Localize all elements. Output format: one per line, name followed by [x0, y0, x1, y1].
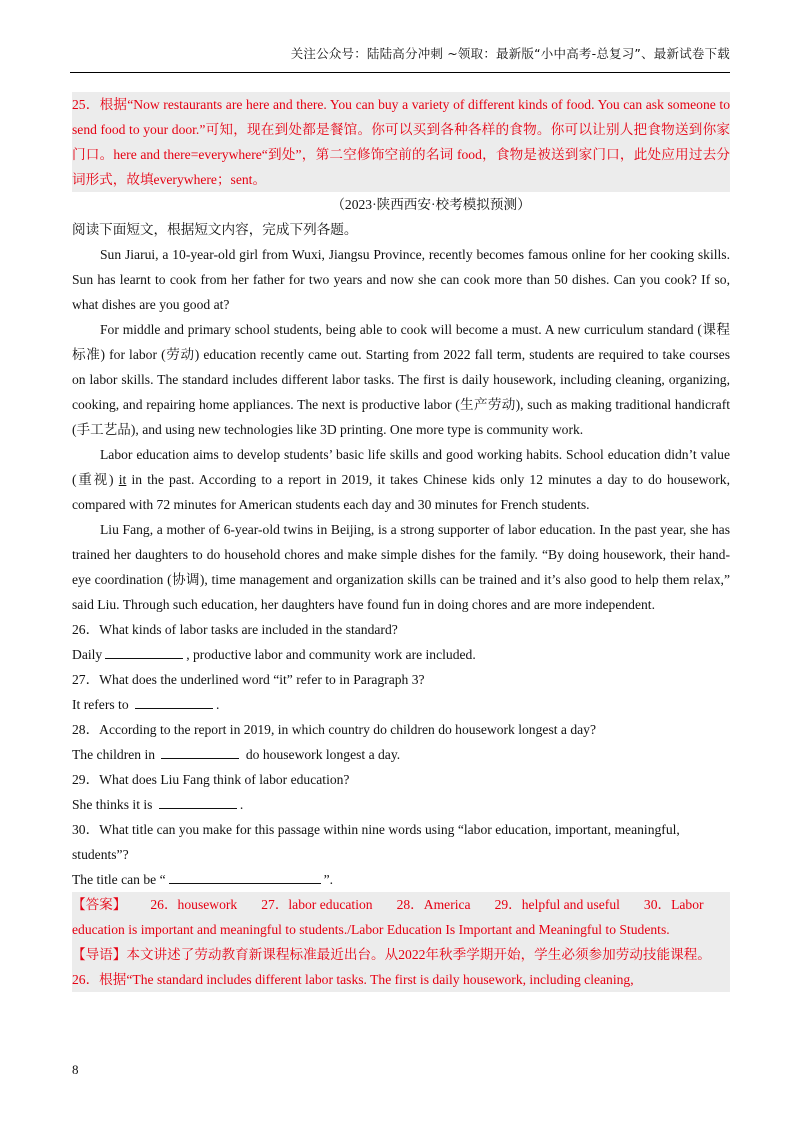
answer-prefix: It refers to: [72, 697, 129, 712]
answer-suffix: .: [216, 697, 220, 712]
answer-line-30: [72, 867, 730, 892]
underlined-word-it: it: [118, 472, 127, 487]
answer-label-26: [72, 892, 237, 917]
answer-line-29: [72, 792, 730, 817]
answer-blank-26[interactable]: [105, 644, 183, 659]
answer-line-28: [72, 742, 730, 767]
answer-suffix: ”.: [323, 872, 334, 887]
guide-label: 【导语】: [72, 947, 127, 962]
answer-30-start: 30．Labor: [643, 897, 704, 912]
passage-paragraph-1: Sun Jiarui, a 10-year-old girl from Wuxi, Jiangsu Province, recently becomes famous online for her cooking skills. Sun has learnt to cook from her father for two years and now she can cook more than 50 dishes. Can you cook? If so, what dishes are you good at?: [72, 247, 730, 312]
answer-blank-28[interactable]: [161, 744, 239, 759]
answer-blank-29[interactable]: [159, 794, 237, 809]
answer-suffix: do housework longest a day.: [245, 747, 401, 762]
explanation-26: 26．根据“The standard includes different labor tasks. The first is daily housework, including cleaning,: [72, 972, 634, 987]
page-header: 关注公众号：陆陆高分冲刺 ~领取：最新版“小中高考-总复习”、最新试卷下载: [290, 46, 730, 61]
passage-paragraph-4: Liu Fang, a mother of 6-year-old twins in Beijing, is a strong supporter of labor education. In the past year, she has trained her daughters to do household chores and make simple dishes for the family. “By doing housework, their hand-eye coordination (协调), time management and organization skills can be trained and it’s also good to help them relax,” said Liu. Through such education, her daughters have found fun in doing chores and are more independent.: [72, 522, 730, 612]
guide-line: [72, 942, 730, 967]
answer-blank-27[interactable]: [135, 694, 213, 709]
previous-explanation: [72, 92, 730, 192]
instruction: 阅读下面短文，根据短文内容，完成下列各题。: [72, 222, 358, 237]
answer-prefix: Daily: [72, 647, 103, 662]
passage-paragraph-3: [72, 442, 730, 517]
answer-29: 29．helpful and useful: [494, 897, 620, 912]
paragraph-3-text-a: Labor education aims to develop students’ basic life skills and good working habits. School education didn’t value (重视): [72, 447, 730, 487]
page-content: [72, 92, 730, 992]
answer-28: 28．America: [396, 897, 471, 912]
answer-prefix: The title can be “: [72, 872, 166, 887]
question-26: 26．What kinds of labor tasks are included in the standard?: [72, 622, 398, 637]
answer-suffix: , productive labor and community work are included.: [186, 647, 476, 662]
page-number: 8: [72, 1062, 79, 1077]
answer-prefix: She thinks it is: [72, 797, 153, 812]
guide-text: 本文讲述了劳动教育新课程标准最近出台。从2022年秋季学期开始，学生必须参加劳动技能课程。: [126, 947, 711, 962]
answer-prefix: The children in: [72, 747, 156, 762]
answer-block: [72, 892, 730, 992]
question-28: 28．According to the report in 2019, in which country do children do housework longest a day?: [72, 722, 596, 737]
answer-label: 【答案】: [72, 897, 127, 912]
answer-suffix: .: [239, 797, 244, 812]
answer-key-line: [72, 892, 730, 917]
question-source: （2023·陕西西安·校考模拟预测）: [331, 197, 531, 212]
answer-26: 26．housework: [150, 897, 238, 912]
answer-27: 27．labor education: [261, 897, 373, 912]
answer-line-27: [72, 692, 730, 717]
paragraph-3-text-b: in the past. According to a report in 2019, it takes Chinese kids only 12 minutes a day to do housework, compared with 72 minutes for American students each day and 30 minutes for French students.: [72, 472, 730, 512]
answer-30-rest: education is important and meaningful to students./Labor Education Is Important and Meaningful to Students.: [72, 922, 670, 937]
explanation-25: 25．根据“Now restaurants are here and there. You can buy a variety of different kinds of food. You can ask someone to send food to your door.”可知，现在到处都是餐馆。你可以买到各种各样的食物。你可以让别人把食物送到你家门口。here and there=everywhere“到处”，第二空修饰空前的名词 food，食物是被送到家门口，此处应用过去分词形式，故填everywhere；sent。: [72, 97, 730, 187]
question-30: 30．What title can you make for this passage within nine words using “labor education, important, meaningful, students”?: [72, 822, 680, 862]
header-divider: [70, 72, 730, 73]
answer-line-26: [72, 642, 730, 667]
answer-blank-30[interactable]: [169, 869, 321, 884]
question-27: 27．What does the underlined word “it” refer to in Paragraph 3?: [72, 672, 425, 687]
question-29: 29．What does Liu Fang think of labor education?: [72, 772, 350, 787]
passage-paragraph-2: For middle and primary school students, being able to cook will become a must. A new curriculum standard (课程标准) for labor (劳动) education recently came out. Starting from 2022 fall term, students are required to take courses on labor skills. The standard includes different labor tasks. The first is daily housework, including cleaning, organizing, cooking, and repairing home appliances. The next is productive labor (生产劳动), such as making traditional handicraft (手工艺品), and using new technologies like 3D printing. One more type is community work.: [72, 322, 730, 437]
